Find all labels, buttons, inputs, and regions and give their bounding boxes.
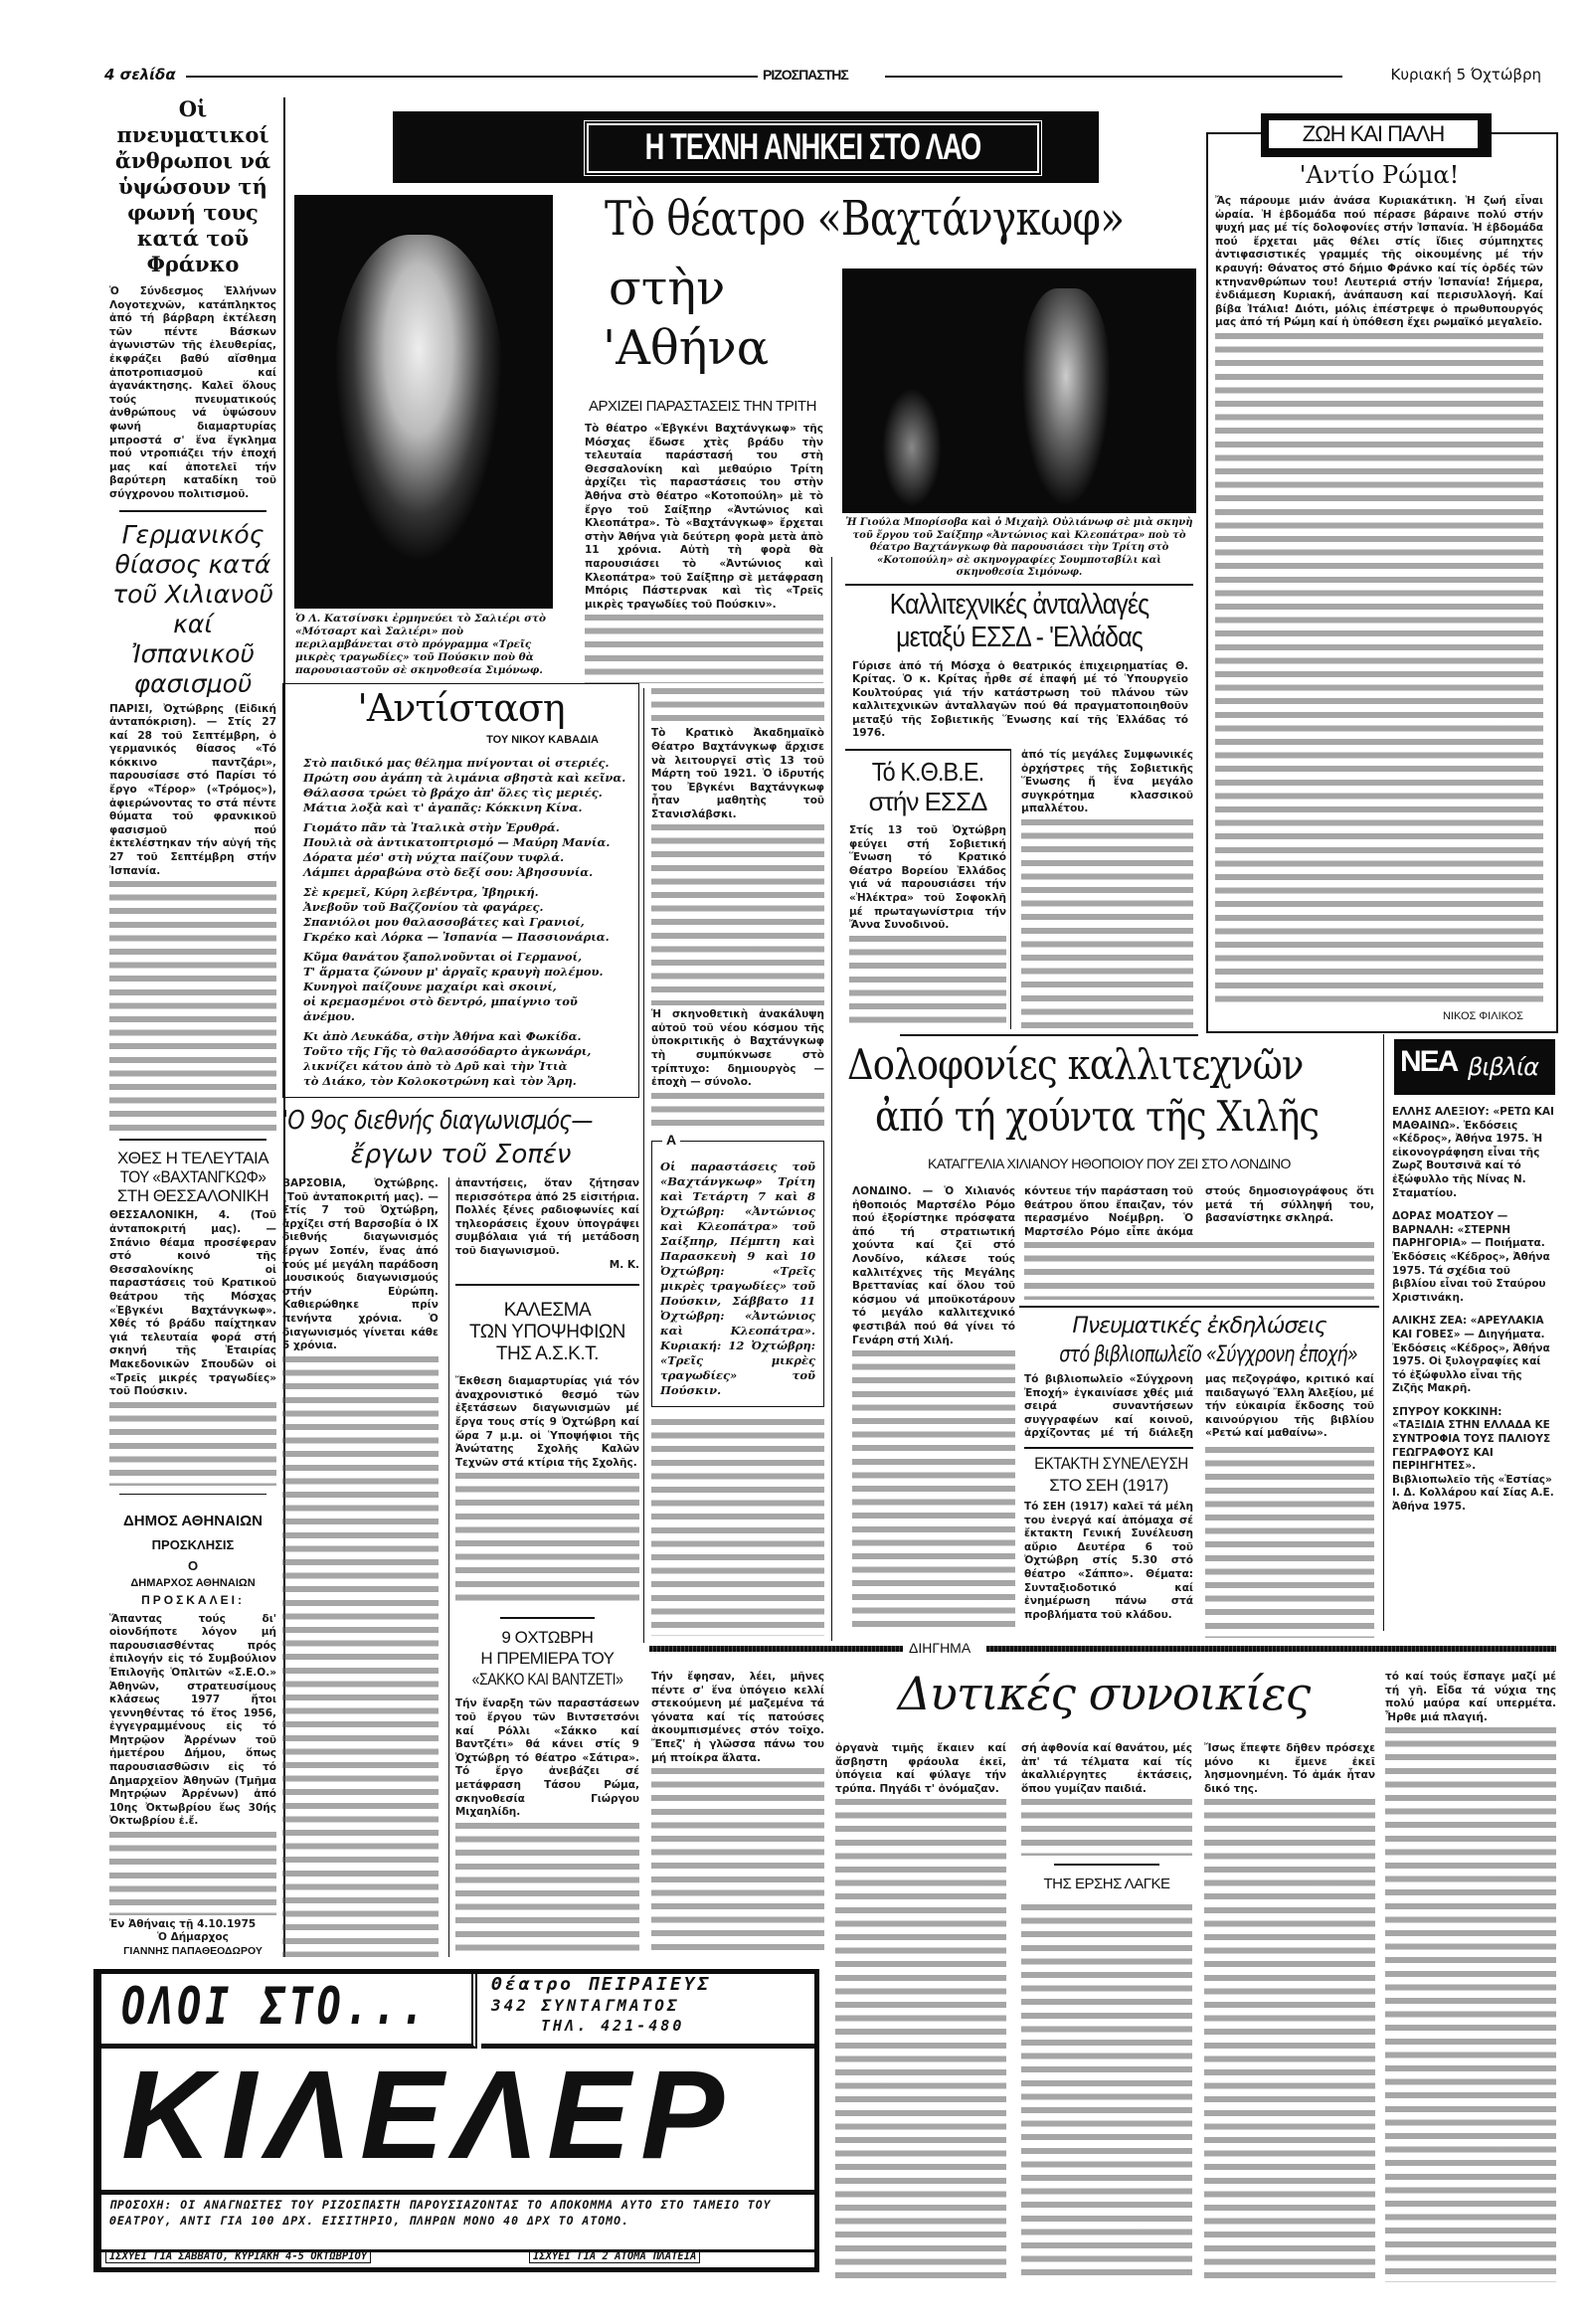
assembly-body: Τό ΣΕΗ (1917) καλεῖ τά μέλη του ἐνεργά καί ἀπόμαχα σέ ἔκτακτη Γενική Συνέλευση αὔριο Δευτέρα 6 τοῦ Ὀχτώβρη στίς 5.30 στό θέατρο «Σάππο». Θέματα: Συνταξιοδοτικό καί ἐνημέρωση πάνω στά προβλήματα τοῦ κλάδου. <box>1024 1500 1193 1621</box>
chopin-initials: Μ. Κ. <box>609 1258 639 1271</box>
text-block <box>1204 1799 1375 2282</box>
headline-line: ΕΚΤΑΚΤΗ ΣΥΝΕΛΕΥΣΗ <box>1034 1453 1188 1473</box>
chile-body-cont: κόντευε τήν παράσταση τοῦ θεάτρου ὅπου ἔπαιζαν, τόν περασμένο Νοέμβρη. Ὁ Μαρτσέλο Ρόμο εἶπε ἀκόμα στούς δημοσιογράφους ὅτι μετά τή σύλληψή του, βασανίστηκε σκληρά. <box>1024 1185 1374 1238</box>
ad-theatre-info <box>481 1974 814 2049</box>
headline-line: ΤΟΥ «ΒΑΧΤΑΝΓΚΩΦ» <box>119 1167 266 1187</box>
text-block <box>651 824 824 1005</box>
notice-date: Ἐν Ἀθήναις τῇ 4.10.1975 <box>109 1917 257 1930</box>
column-label-text: ΖΩΗ ΚΑΙ ΠΑΛΗ <box>1269 120 1478 148</box>
text-block <box>109 1832 276 1915</box>
ad-valid-strip <box>101 2248 814 2266</box>
story-column-4 <box>1204 1742 1375 2282</box>
separator <box>1054 1864 1159 1866</box>
poem-stanza: Κῦμα θανάτου ξαπολνοῦνται οἱ Γερμανοί, Τ' ἅρματα ζώνουν μ' ἀργαῖς κραυγὴ πολέμου. Κυνηγοὶ παίζουνε μαχαίρι καὶ σκοινί, οἱ κρεμασμένοι στὸ δεντρό, μπαίγνιο τοῦ ἀνέμου. <box>303 950 604 1023</box>
vakhtangov-continuation-column <box>651 688 824 1636</box>
page-number: 4 σελίδα <box>104 66 176 84</box>
new-books-label-b: βιβλία <box>1468 1053 1538 1081</box>
column-rule <box>1383 1034 1384 1631</box>
photo-figure <box>1021 288 1111 507</box>
poem-stanza: Σὲ κρεμεῖ, Κύρη λεβέντρα, Ἰβηρική. Ἀνεβοῦν τοῦ Βαζζονίου τὰ φαγάρες. Σπανιόλοι μου θαλασσοβάτες καὶ Γρανιοί, Γκρέκο καὶ Λόρκα — Ἰσπανία — Πασσιονάρια. <box>303 885 610 944</box>
poem-title: 'Αντίσταση <box>357 686 565 730</box>
chopin-left-subcolumn <box>282 1177 439 1957</box>
header-rule-left <box>186 76 758 78</box>
stage-photo <box>842 268 1196 513</box>
column-body: Ἄς πάρουμε μιάν ἀνάσα Κυριακάτικη. Ἡ ζωή εἶναι ὡραία. Ἡ ἑβδομάδα πού πέρασε βάραινε πολύ στήν ψυχή μας μέ τίς δολοφονίες στήν Ἰσπανία. Ἡ ἑβδομάδα πού ἔρχεται μᾶς θέλει στίς ἴδιες σύμπηχτες ἀντιφασιστικές γραμμές τῆς οἰκουμένης μέ τήν κραυγή: Θάνατος στό δήμιο Φράνκο καί τίς ὀρδές τῶν κτηνανθρώπων του! Λευτεριά στήν Ἰσπανία! Σήμερα, ἐνδιάμεση Κυριακή, ἀνάπαυση καί περισυλλογή. Καί βίβα Ἰτάλια! Διότι, μόλις ἐπέστρεψε ὁ πρωθυπουργός μας ἀπό τή Ρώμη καί ἡ ὑπόθεση ἔχει ρωμαϊκό μεγαλεῖο. <box>1215 195 1543 329</box>
german-theatre-body: ΠΑΡΙΣΙ, Ὀχτώβρης (Εἰδική ἀνταπόκριση). — Στίς 27 καί 28 τοῦ Σεπτέμβρη, ὁ γερμανικός θίασος «Τό κόκκινο παντζάρι», παρουσίασε στό Παρίσι τό ἔργο «Τέρορ» («Τρόμος»), ἀφιερώνοντας το στά πέντε θύματα τοῦ φρανκικοῦ φασισμοῦ πού ἐκτελέστηκαν τήν αὐγή τῆς 27 τοῦ Σεπτέμβρη στήν Ἰσπανία. <box>109 702 276 877</box>
story-column-1 <box>651 1671 824 1957</box>
premiere-headline <box>455 1627 639 1690</box>
book-item: ΔΟΡΑΣ ΜΟΑΤΣΟΥ — ΒΑΡΝΑΛΗ: «ΣΤΕΡΝΗ ΠΑΡΗΓΟΡΙΑ» — Ποιήματα. Ἐκδόσεις «Κέδρος», Ἀθήνα 1975. Τά σχέδια τοῦ βιβλίου εἶναι τοῦ Σταύρου Χριστινάκη. <box>1392 1210 1550 1304</box>
text-block <box>455 1473 639 1607</box>
premiere-body: Τήν ἔναρξη τῶν παραστάσεων τοῦ ἔργου τῶν Βιντσετσόνι καί Ρόλλι «Σάκκο καί Βαντζέτι» θά κάνει στίς 9 Ὀχτώβρη τό θέατρο «Σάτιρα». Τό ἔργο ἀνεβάζει σέ μετάφραση Τάσου Ρώμα, σκηνοθεσία Γιώργου Μιχαηλίδη. <box>454 1698 639 1819</box>
poem-stanza: Κι ἀπὸ Λευκάδα, στὴν Ἀθήνα καὶ Φωκίδα. Τοῦτο τῆς Γῆς τὸ θαλασσόδαρτο ἀγκωνάρι, λικνίζει κάτου ἀπὸ τὸ Δρῦ καὶ τὴν Ἰτιὰ τὸ Διάκο, τὸν Κολοκοτρώνη καὶ τὸν Ἄρη. <box>303 1029 592 1088</box>
ad-valid-seats: ΙΣΧΥΕΙ ΓΙΑ 2 ΑΤΟΜΑ ΠΛΑΤΕΙΑ <box>529 2249 700 2263</box>
chopin-columns <box>282 1177 639 1957</box>
headline-line: ΤΗΣ Α.Σ.Κ.Τ. <box>495 1343 599 1365</box>
poem-stanza: Στὸ παιδικό μας θέλημα πνίγονται οἱ στεριές. Πρώτη σου ἀγάπη τὰ λιμάνια σβηστὰ καὶ κεῖνα. Θάλασσα τρώει τὸ βράχο ἀπ' ὅλες τὶς μεριές. Μάτια λοξὰ καὶ τ' ἀγαπᾶς: Κόκκινη Κίνα. <box>303 756 626 814</box>
schedule-box <box>651 1132 824 1407</box>
separator <box>119 1494 266 1495</box>
text-block <box>651 1093 824 1129</box>
separator <box>119 510 266 512</box>
separator <box>900 1034 1198 1036</box>
short-story-rule-right <box>986 1646 1556 1652</box>
bookstore-headline-line2: στό βιβλιοπωλεῖο «Σύγχρονη ἐποχή» <box>1059 1341 1357 1367</box>
vakhtangov-title: Τὸ θέατρο «Βαχτάνγκωφ» <box>605 191 1125 247</box>
ad-notice <box>101 2190 814 2252</box>
text-block <box>1021 1904 1192 2282</box>
text-block <box>852 1350 1015 1631</box>
culture-region <box>1024 1185 1374 1638</box>
chile-column <box>852 1185 1015 1631</box>
text-block <box>651 688 824 724</box>
chile-headline-line2: ἀπό τή χούντα τῆς Χιλῆς <box>875 1092 1320 1141</box>
masthead: ΡΙΖΟΣΠΑΣΤΗΣ <box>763 67 848 83</box>
kalesma-body: Ἔκθεση διαμαρτυρίας γιά τόν ἀναχρονιστικό θεσμό τῶν ἐξετάσεων διαγωνισμῶν μέ ἔργα τους στίς 9 Ὀχτώβρη καί ὥρα 7 μ.μ. οἱ Ὑποψήφιοι τῆς Ἀνώτατης Σχολῆς Καλῶν Τεχνῶν στά κτίρια τῆς Σχολῆς. <box>454 1375 639 1469</box>
text-block <box>109 881 276 1131</box>
separator <box>1019 1306 1379 1308</box>
headline-line: Τό Κ.Θ.Β.Ε. <box>871 757 984 788</box>
vakhtangov-direction: Ἡ σκηνοθετικὴ ἀνακάλυψη αὐτοῦ τοῦ νέου κόσμου τῆς ὑποκριτικῆς ὁ Βαχτάνγκωφ τὴ συμπύκνωσε στὸ τρίπτυχο: δημιουργὸς — ἐποχὴ — σύνολο. <box>651 1008 824 1089</box>
short-story-body-col5: τό καί τούς ἔσπαγε μαζί μέ τή γῆ. Εἶδα τά νύχια της πολύ μαύρα καί υπερμέτα. Ἦρθε μιά πλαγιή. <box>1385 1671 1556 1723</box>
chopin-body-cont: ἀπαντήσεις, ὅταν ζήτησαν περισσότερα ἀπό 25 εἰσιτήρια. Πολλές ξένες ραδιοφωνίες καί τηλεοράσεις ἔχουν ὑπογράψει συμβόλαια γιά τή μετάδοση τοῦ διαγωνισμοῦ. <box>454 1177 639 1257</box>
text-block <box>1385 1727 1556 2282</box>
ad-valid-weekend: ΙΣΧΥΕΙ ΓΙΑ ΣΑΒΒΑΤΟ, ΚΥΡΙΑΚΗ 4-5 ΟΚΤΩΒΡΙΟΥ <box>105 2249 371 2263</box>
column-rule <box>643 688 644 1643</box>
section-banner <box>393 111 1099 183</box>
ad-top-left <box>101 1974 477 2049</box>
schedule-text: Οἱ παραστάσεις τοῦ «Βαχτάνγκωφ» Τρίτη καὶ Τετάρτη 7 καὶ 8 Ὀχτώβρη: «Ἀντώνιος καὶ Κλεοπάτρα» τοῦ Σαίξπηρ, Πέμπτη καὶ Παρασκευὴ 9 καὶ 10 Ὀχτώβρη: «Τρεῖς μικρὲς τραγωδίες» τοῦ Πούσκιν, Σάββατο 11 Ὀχτώβρη: «Ἀντώνιος καὶ Κλεοπάτρα». Κυριακή: 12 Ὀχτώβρη: «Τρεῖς μικρὲς τραγωδίες» τοῦ Πούσκιν. <box>660 1160 815 1398</box>
headline-line: Καλλιτεχνικές ἀνταλλαγές <box>889 588 1149 621</box>
chile-body: ΛΟΝΔΙΝΟ. — Ὁ Χιλιανός ἠθοποιός Μαρτσέλο Ρόμο πού ἐξορίστηκε πρόσφατα ἀπό τή στρατιωτική χούντα καί ζεῖ στό Λονδίνο, κάλεσε τούς καλλιτέχνες τῆς Μεγάλης Βρεττανίας καί ὅλου τοῦ κόσμου νά μποϋκοτάρουν τό μεγάλο καλλιτεχνικό φεστιβάλ πού θά γίνει τό Γενάρη στή Χιλή. <box>852 1185 1015 1346</box>
kthve-headline <box>845 757 1010 816</box>
ad-show-title: ΚΙΛΕΛΕΡ <box>121 2045 735 2185</box>
headline-line: Η ΠΡΕΜΙΕΡΑ ΤΟΥ <box>480 1649 615 1669</box>
photo-caption-left: Ὁ Λ. Κατσίνσκι ἑρμηνεύει τὸ Σαλιέρι στὸ «Μότσαρτ καὶ Σαλιέρι» ποὺ περιλαμβάνεται στὸ πρόγραμμα «Τρεῖς μικρὲς τραγωδίες» τοῦ Πούσκιν ποὺ θὰ παρουσιαστοῦν σὲ σκηνοθεσία Σιμόνωφ. <box>295 613 546 676</box>
headline-line: «ΣΑΚΚΟ ΚΑΙ ΒΑΝΤΖΕΤΙ» <box>471 1670 623 1690</box>
franco-headline: Οἱ πνευματικοί ἄνθρωποι νά ὑψώσουν τή φωνή τους κατά τοῦ Φράνκο <box>114 96 271 276</box>
franco-body: Ὁ Σύνδεσμος Ἑλλήνων Λογοτεχνῶν, κατάπληκτος ἀπό τή βάρβαρη ἐκτέλεση τῶν πέντε Βάσκων ἀγωνιστῶν τῆς ἐλευθερίας, ἐκφράζει βαθύ αἴσθημα ἀποτροπιασμοῦ καί ἀγανάκτησης. Καλεῖ ὅλους τούς πνευματικούς ἀνθρώπους νά ὑψώσουν φωνή διαμαρτυρίας μπροστά σ' ἕνα ἔγκλημα πού ντροπιάζει τήν ἐποχή μας καί ἀποτελεῖ τήν βαρύτερη καταδίκη τοῦ σύγχρονου πολιτισμοῦ. <box>109 285 276 500</box>
headline-line: στήν ΕΣΣΔ <box>868 787 987 817</box>
vakhtangov-history: Τὸ Κρατικὸ Ἀκαδημαϊκὸ Θέατρο Βαχτάνγκωφ ἄρχισε νὰ λειτουργεῖ στὶς 13 τοῦ Μάρτη τοῦ 1921. Ὁ ἱδρυτής του Ἐβγκένι Βαχτάνγκωφ ἦταν μαθητὴς τοῦ Στανισλάβσκι. <box>651 727 824 820</box>
schedule-letter: Α <box>662 1132 680 1148</box>
ad-notice-text: ΠΡΟΣΟΧΗ: ΟΙ ΑΝΑΓΝΩΣΤΕΣ ΤΟΥ ΡΙΖΟΣΠΑΣΤΗ ΠΑΡΟΥΣΙΑΖΟΝΤΑΣ ΤΟ ΑΠΟΚΟΜΜΑ ΑΥΤΟ ΣΤΟ ΤΑΜΕΙΟ ΤΟΥ ΘΕΑΤΡΟΥ, ΑΝΤΙ ΓΙΑ 100 ΔΡΧ. ΕΙΣΙΤΗΡΙΟ, ΠΛΗΡΩΝ ΜΟΝΟ 40 ΔΡΧ ΤΟ ΑΤΟΜΟ. <box>109 2198 772 2228</box>
exchanges-body-cont: ἀπό τίς μεγάλες Συμφωνικές ὀρχήστρες τῆς Σοβιετικῆς Ἕνωσης ἤ ἕνα μεγάλο συγκρότημα κλασσικοῦ μπαλλέτου. <box>1021 749 1193 815</box>
exchanges-right-subcolumn <box>1021 749 1193 1029</box>
text-block <box>1021 1799 1192 1856</box>
book-item: ΣΠΥΡΟΥ ΚΟΚΚΙΝΗ: «ΤΑΞΙΔΙΑ ΣΤΗΝ ΕΛΛΑΔΑ ΚΕ ΣΥΝΤΡΟΦΙΑ ΤΟΥΣ ΠΑΛΙΟΥΣ ΓΕΩΓΡΑΦΟΥΣ ΚΑΙ ΠΕΡΙΗΓΗΤΕΣ». Βιβλιοπωλεῖο τῆς «Ἑστίας» Ι. Δ. Κολλάρου καί Σίας Α.Ε. Ἀθήνα 1975. <box>1392 1405 1554 1514</box>
separator <box>119 1139 266 1141</box>
headline-line: ΧΘΕΣ Η ΤΕΛΕΥΤΑΙΑ <box>116 1149 269 1168</box>
notice-subtitle: ΠΡΟΣΚΛΗΣΙΣ <box>151 1536 235 1552</box>
text-block <box>849 936 1006 1026</box>
notice-mayor: ΔΗΜΑΡΧΟΣ ΑΘΗΝΑΙΩΝ <box>130 1576 256 1589</box>
photo-figure <box>882 388 942 507</box>
separator <box>500 1617 595 1619</box>
thessaloniki-body: ΘΕΣΣΑΛΟΝΙΚΗ, 4. (Τοῦ ἀνταποκριτή μας). — Σπάνιο θέαμα προσέφεραν στό κοινό τῆς Θεσσαλονίκης οἱ παραστάσεις τοῦ Κρατικοῦ θεάτρου τῆς Μόσχας «Ἐβγκένι Βαχτάνγκωφ». Χθές τό βράδυ παίχτηκαν γιά τελευταία φορά στή σκηνή τῆς Ἑταιρίας Μακεδονικῶν Σπουδῶν οἱ «Τρεῖς μικρές τραγωδίες» τοῦ Πούσκιν. <box>109 1209 276 1398</box>
headline-line: 9 ΟΧΤΩΒΡΗ <box>501 1628 594 1648</box>
column-content <box>1215 161 1543 1022</box>
text-block <box>651 1768 824 1957</box>
notice-invites: ΠΡΟΣΚΑΛΕΙ: <box>141 1592 245 1607</box>
kalesma-headline <box>455 1300 639 1365</box>
book-item: ΕΛΛΗΣ ΑΛΕΞΙΟΥ: «ΡΕΤΩ ΚΑΙ ΜΑΘΑΙΝΩ». Ἐκδόσεις «Κέδρος», Ἀθήνα 1975. Ἡ εἰκονογράφηση εἶναι τῆς Ζωρζ Βουτσινᾶ καί τό ἐξώφυλλο τῆς Νίνας Ν. Σταματίου. <box>1392 1106 1554 1199</box>
short-story-label: ΔΙΗΓΗΜΑ <box>909 1640 972 1656</box>
middle-left-column <box>282 613 639 1957</box>
chopin-headline: 'Ο 9ος διεθνής διαγωνισμός— <box>282 1106 593 1136</box>
chile-headline: Δολοφονίες καλλιτεχνῶν <box>847 1040 1304 1089</box>
culture-right-subcolumn <box>1205 1447 1374 1638</box>
short-story-rule-left <box>649 1646 903 1652</box>
municipality-notice-header <box>109 1513 276 1607</box>
short-story-body: Τήν ἔφησαν, λέει, μῆνες πέντε σ' ἕνα ὑπόγειο κελλί στεκούμενη μέ μαζεμένα τά γόνατα καί τίς πατούσες ἀκουμπισμένες στόν τοῖχο. Ἔπεζ' ἡ γλῶσσα πάνω του μή πτοίκρα ἄλατα. <box>651 1671 824 1764</box>
short-story-author: ΤΗΣ ΕΡΣΗΣ ΛΑΓΚΕ <box>1043 1876 1170 1893</box>
bookstore-headline: Πνευματικές ἐκδηλώσεις <box>1072 1313 1326 1339</box>
left-column <box>109 96 276 1957</box>
text-block <box>651 1419 824 1636</box>
theatre-advertisement <box>93 1969 819 2272</box>
chopin-right-subcolumn <box>448 1177 639 1957</box>
text-block <box>109 1402 276 1486</box>
story-column-3 <box>1021 1742 1192 2282</box>
new-books-label-a: ΝΕΑ <box>1400 1045 1458 1078</box>
headline-line: ΤΩΝ ΥΠΟΨΗΦΙΩΝ <box>469 1322 625 1343</box>
notice-signer-title: Ὁ Δήμαρχος <box>157 1931 229 1944</box>
poem-stanza: Γιομάτο πᾶν τὰ Ἰταλικὰ στὴν Ἐρυθρά. Πουλιὰ σὰ ἀντικατοπτρισμό — Μαύρη Μανία. Δόρατα μέσ' στὴ νύχτα παίζουν τυφλά. Λάμπει ἀρραβώνα στὸ δεξί σου: Ἀβησσυνία. <box>303 820 611 879</box>
banner-title: Η ΤΕΧΝΗ ΑΝΗΚΕΙ ΣΤΟ ΛΑΟ <box>644 125 981 168</box>
exchanges-body: Γύρισε ἀπό τή Μόσχα ὁ θεατρικός ἐπιχειρηματίας Θ. Κρίτας. Ὁ κ. Κρίτας ἦρθε σέ ἐπαφή μέ τό Ὑπουργεῖο Κουλτούρας γιά τήν κατάστρωση τοῦ πλάνου τῶν καλλιτεχνικῶν ἀνταλλαγῶν πού θά πραγματοποιηθοῦν μεταξύ τῆς Σοβιετικῆς Ἕνωσης καί τῆς Ἑλλάδας τό 1976. <box>852 659 1188 740</box>
new-books-list <box>1392 1106 1555 1515</box>
thessaloniki-headline <box>109 1149 276 1205</box>
vakhtangov-kicker: ΑΡΧΙΖΕΙ ΠΑΡΑΣΤΑΣΕΙΣ ΤΗΝ ΤΡΙΤΗ <box>589 398 816 415</box>
chopin-headline-line2: ἔργων τοῦ Σοπέν <box>350 1140 572 1169</box>
column-title: 'Αντίο Ρώμα! <box>1299 161 1460 189</box>
assembly-headline <box>1024 1453 1193 1497</box>
text-block <box>282 1356 439 1957</box>
headline-line: ΣΤΗ ΘΕΣΣΑΛΟΝΙΚΗ <box>116 1186 269 1206</box>
column-author: ΝΙΚΟΣ ΦΙΛΙΚΟΣ <box>1442 1010 1523 1022</box>
assembly-row <box>1024 1447 1374 1638</box>
vakhtangov-title-line3: 'Αθήνα <box>603 320 770 376</box>
text-block <box>1021 819 1193 1029</box>
short-story-body-col4: Ἴσως ἔπεφτε δῆθεν πρόσεχε μόνο κι ἔμενε ἐκεῖ λησμονημένη. Τό ἀμάκ ἦταν δικό της. <box>1204 1742 1375 1795</box>
new-books-label <box>1394 1039 1555 1095</box>
separator <box>1024 1447 1193 1449</box>
headline-line: ΚΑΛΕΣΜΑ <box>503 1300 592 1322</box>
assembly-box <box>1024 1447 1193 1638</box>
issue-date: Κυριακή 5 Όχτώβρη <box>1390 66 1541 84</box>
column-label <box>1261 113 1492 157</box>
kthve-box <box>845 749 1011 1029</box>
ad-theatre-name: Θέατρο ΠΕΙΡΑΙΕΥΣ <box>491 1974 712 1995</box>
chile-subheadline: ΚΑΤΑΓΓΕΛΙΑ ΧΙΛΙΑΝΟΥ ΗΘΟΠΟΙΟΥ ΠΟΥ ΖΕΙ ΣΤΟ ΛΟΝΔΙΝΟ <box>928 1156 1291 1171</box>
bookstore-body: Τό βιβλιοπωλεῖο «Σύγχρονη Ἐποχή» ἐγκαινίασε χθές μιά σειρά συναντήσεων συγγραφέων καί κοινοῦ, ἀρχίζοντας μέ τή διάλεξη μας πεζογράφο, κριτικό καί παιδαγωγό Ἔλλη Ἀλεξίου, μέ τήν εὐκαιρία ἔκδοσης τοῦ καινούργιου τῆς βιβλίου «Ρετώ καί μαθαίνω». <box>1024 1372 1374 1440</box>
separator <box>845 584 1193 586</box>
column-rule <box>831 557 832 1641</box>
chopin-body: ΒΑΡΣΟΒΙΑ, Ὀχτώβρης. (Τοῦ ἀνταποκριτή μας). — Στίς 7 τοῦ Ὀχτώβρη, ἀρχίζει στή Βαρσοβία ὁ ΙΧ διεθνής διαγωνισμός ἔργων Σοπέν, ἕνας ἀπό τούς μέ μεγάλη παράδοση μουσικούς διαγωνισμούς στήν Εὐρώπη. Καθιερώθηκε πρίν πενήντα χρόνια. Ὁ διαγωνισμός γίνεται κάθε 5 χρόνια. <box>282 1177 439 1352</box>
vakhtangov-body: Τὸ θέατρο «Ἐβγκένι Βαχτάνγκωφ» τῆς Μόσχας ἔδωσε χτὲς βράδυ τὴν τελευταία παράστασή του στὴ Θεσσαλονίκη καὶ μεθαύριο Τρίτη ἀρχίζει τὶς παραστάσεις του στὴν Ἀθήνα στὸ θέατρο «Κοτοπούλη» μὲ τὸ ἔργο τοῦ Σαίξπηρ «Ἀντώνιος καὶ Κλεοπάτρα». Τὸ «Βαχτάνγκωφ» ἔρχεται στὴν Ἀθήνα γιὰ δεύτερη φορὰ μετὰ ἀπὸ 11 χρόνια. Αὐτὴ τὴ φορὰ θὰ παρουσιάσει τὸ «Ἀντώνιος καὶ Κλεοπάτρα» τοῦ Σαίξπηρ σὲ μετάφραση Μπόρις Πάστερνακ καὶ τὶς «Τρεῖς μικρὲς τραγωδίες τοῦ Πούσκιν». <box>585 423 823 611</box>
text-block <box>1215 333 1543 1006</box>
notice-article: Ο <box>187 1557 199 1573</box>
exchanges-lower <box>845 749 1193 1029</box>
kthve-body: Στίς 13 τοῦ Ὀχτώβρη φεύγει στή Σοβιετική Ἕνωση τό Κρατικό Θέατρο Βορείου Ἑλλάδος γιά νά παρουσιάσει τήν «Ἠλέκτρα» τοῦ Σοφοκλῆ μέ πρωταγωνίστρια τήν Ἄννα Συνοδινοῦ. <box>849 824 1006 932</box>
page-header <box>104 66 1541 88</box>
photo-highlight <box>334 235 503 563</box>
story-column-2 <box>835 1742 1006 2282</box>
short-story-body-col3: σή ἀφθονία καί θανάτου, μές ἀπ' τά τέλματα καί τίς ἀκαλλιέργητες ἐκτάσεις, ὅπου γυμίζαν παιδιά. <box>1021 1742 1192 1795</box>
headline-line: ΣΤΟ ΣΕΗ (1917) <box>1049 1475 1168 1495</box>
ad-theatre-address: 342 ΣΥΝΤΑΓΜΑΤΟΣ <box>491 1996 680 2015</box>
story-column-5 <box>1385 1671 1556 2282</box>
poem-author: ΤΟΥ ΝΙΚΟΥ ΚΑΒΑΔΙΑ <box>486 734 599 746</box>
german-theatre-headline: Γερμανικός θίασος κατά τοῦ Χιλιανοῦ καί Ἰσπανικοῦ φασισμοῦ <box>112 519 273 698</box>
exchanges-headline <box>845 589 1193 654</box>
photo-caption-right: Ἡ Γιούλα Μπορίσοβα καὶ ὁ Μιχαὴλ Οὐλιάνωφ σὲ μιὰ σκηνὴ τοῦ ἔργου τοῦ Σαίξπηρ «Ἀντώνιος καὶ Κλεοπάτρα» ποὺ τὸ θέατρο Βαχτάνγκωφ θὰ παρουσιάσει τὴν Τρίτη στὸ «Κοτοπούλη» σὲ σκηνογραφίες Σουμποτσβίλι καὶ σκηνοθεσία Σιμόνωφ. <box>845 517 1193 578</box>
header-rule-right <box>885 76 1342 78</box>
text-block <box>835 1799 1006 2282</box>
short-story-body-col2: ὀργανὰ τιμῆς ἔκαιεν καί ἄσβηστη φράουλα ἐκεῖ, ὑπόγεια καί φύλαγε τήν τρύπα. Πηγάδι τ' ὀνόμαζαν. <box>835 1742 1006 1795</box>
kalesma-box <box>455 1284 639 1365</box>
text-block <box>455 1823 639 1957</box>
text-block <box>1024 1242 1374 1300</box>
notice-signer: ΓΙΑΝΝΗΣ ΠΑΠΑΘΕΟΔΩΡΟΥ <box>123 1944 263 1957</box>
short-story-title: Δυτικές συνοικίες <box>897 1667 1311 1720</box>
notice-title: ΔΗΜΟΣ ΑΘΗΝΑΙΩΝ <box>122 1512 263 1529</box>
ad-theatre-phone: ΤΗΛ. 421-480 <box>541 2017 685 2035</box>
municipality-notice-body: Ἅπαντας τούς δι' οἱονδήποτε λόγον μή παρουσιασθέντας πρός ἐπιλογήν εἰς τό Συμβούλιον Ἐπιλογῆς Ὁπλιτῶν «Σ.Ε.Ο.» Ἀθηνῶν, στρατευσίμους κλάσεως 1977 ἤτοι γεννηθέντας τό ἔτος 1956, ἐγγεγραμμένους εἰς τό Μητρῷον Ἀρρένων τοῦ ἡμετέρου Δήμου, ὅπως παρουσιασθῶσιν εἰς τό Δημαρχεῖον Ἀθηνῶν (Τμῆμα Μητρῴων Ἀρρένων) ἀπό 10ης Ὀκτωβρίου ἕως 30ής Ὀκτωβρίου ἐ.ἔ. <box>109 1612 276 1828</box>
book-item: ΑΛΙΚΗΣ ΖΕΑ: «ΑΡΕΥΛΑΚΙΑ ΚΑΙ ΓΟΒΕΣ» — Διηγήματα. Ἐκδόσεις «Κέδρος», Ἀθήνα 1975. Οἱ ξυλογραφίες καί τό ἐξώφυλλο εἶναι τῆς Ζιζῆς Μακρῆ. <box>1392 1315 1550 1395</box>
text-block <box>1205 1447 1374 1638</box>
headline-line: μεταξύ ΕΣΣΔ - 'Ελλάδας <box>896 621 1143 653</box>
exchanges-column <box>845 517 1193 1029</box>
ad-tagline: ΟΛΟΙ ΣΤΟ... <box>121 1977 429 2037</box>
actor-photo <box>294 195 553 609</box>
poem-box <box>282 683 639 1098</box>
vakhtangov-title-line2: στὴν <box>609 261 726 316</box>
